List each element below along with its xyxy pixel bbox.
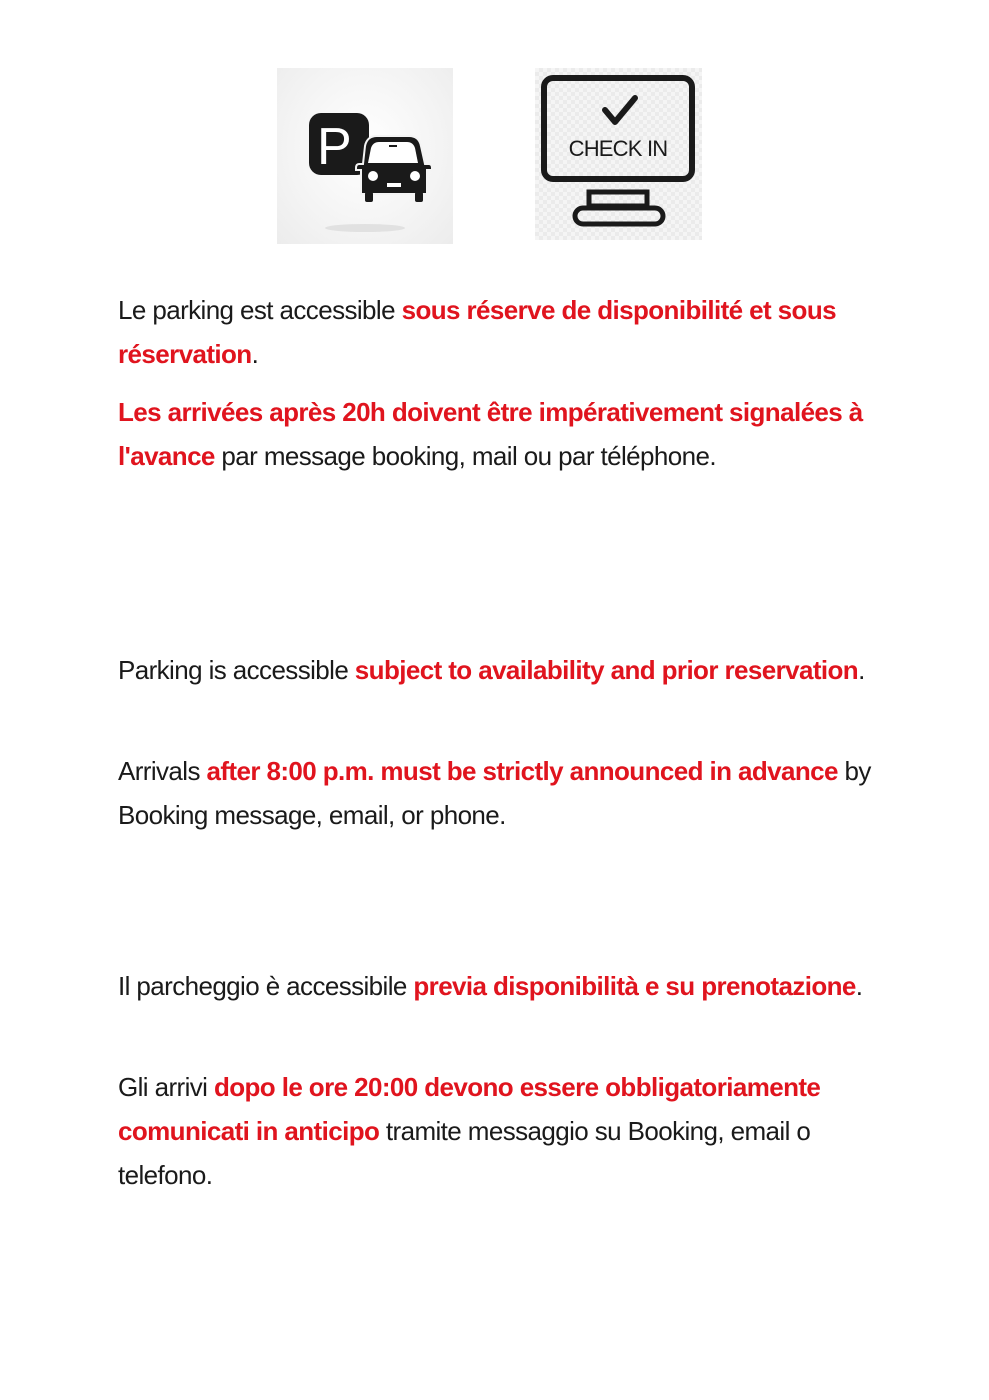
notice-text: by Booking message, email, or phone. — [118, 756, 871, 830]
notice-highlight: Les arrivées après 20h doivent être impérativement signalées à l'avance — [118, 397, 863, 471]
notice-highlight: after 8:00 p.m. must be strictly announced in advance — [206, 756, 838, 786]
english-arrival-notice — [118, 749, 878, 837]
notice-highlight: sous réserve de disponibilité et sous réservation — [118, 295, 836, 369]
notice-text: . — [858, 655, 865, 685]
italian-arrival-notice — [118, 1065, 878, 1197]
notice-highlight: subject to availability and prior reservation — [354, 655, 859, 685]
parking-car-icon — [277, 68, 453, 244]
notice-text: Parking is accessible — [118, 655, 355, 685]
notice-text: par message booking, mail ou par téléphone. — [214, 441, 716, 471]
notice-text: Le parking est accessible — [118, 295, 402, 325]
notice-highlight: previa disponibilità e su prenotazione — [413, 971, 856, 1001]
french-parking-notice — [118, 288, 878, 376]
notice-text: Gli arrivi — [118, 1072, 214, 1102]
notice-text: Arrivals — [118, 756, 207, 786]
parking-letter: P — [317, 118, 352, 176]
english-parking-notice — [118, 648, 878, 692]
check-in-monitor-icon — [535, 68, 702, 240]
french-arrival-notice — [118, 390, 878, 478]
notice-highlight: dopo le ore 20:00 devono essere obbligatoriamente comunicati in anticipo — [118, 1072, 821, 1146]
notice-text: . — [251, 339, 259, 369]
check-in-label: CHECK IN — [568, 136, 668, 161]
italian-parking-notice — [118, 964, 878, 1008]
notice-text: Il parcheggio è accessibile — [118, 971, 414, 1001]
notice-text: tramite messaggio su Booking, email o telefono. — [118, 1116, 811, 1190]
check-in-monitor-graphic — [535, 68, 702, 240]
parking-car-icon-graphic — [277, 68, 453, 244]
notice-text: . — [855, 971, 863, 1001]
